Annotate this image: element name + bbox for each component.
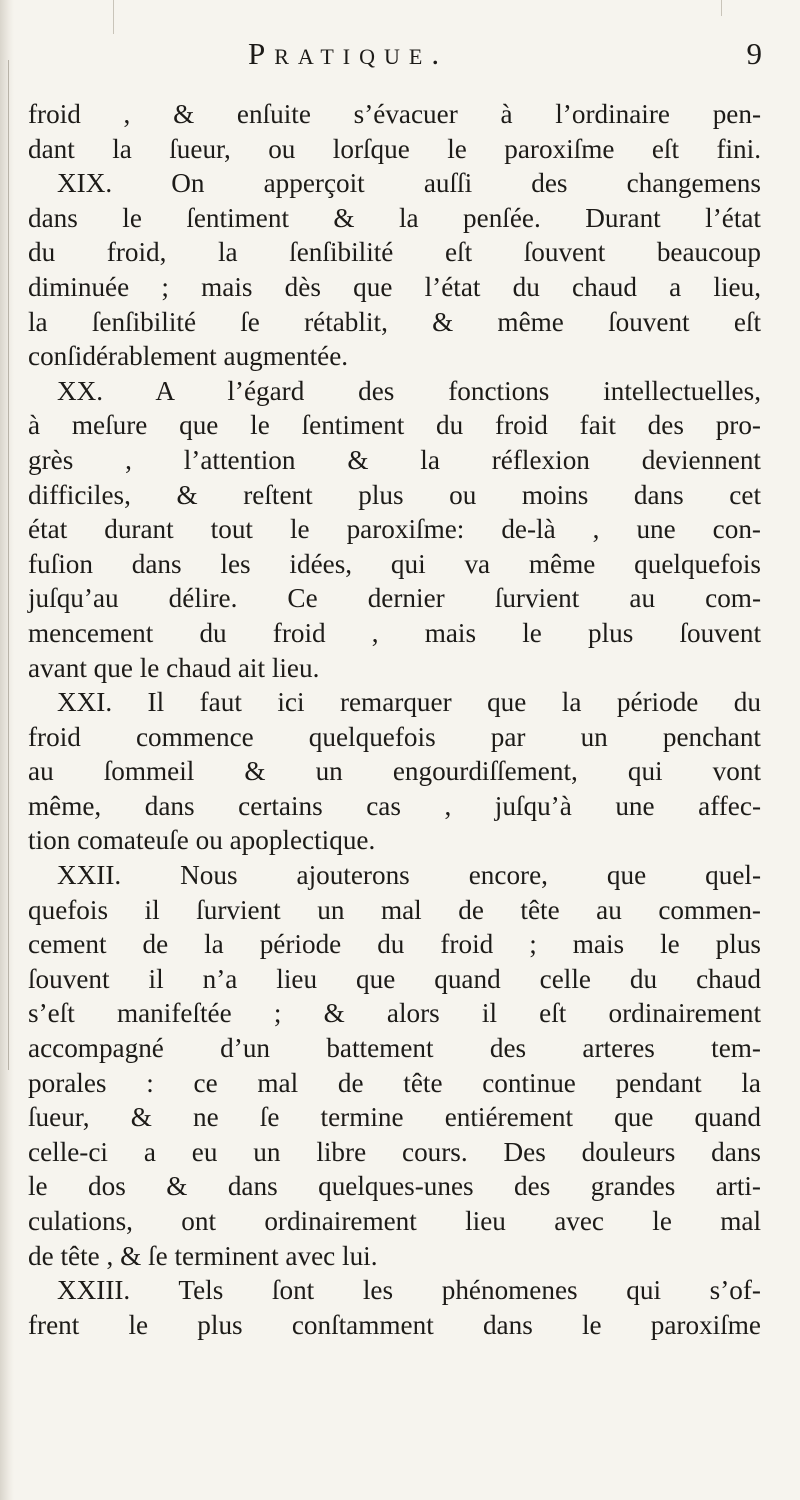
text-line: du froid, la ſenſibilité eſt ſouvent beaucoup [28,237,761,268]
text-line: porales : ce mal de tête continue pendant la [28,1067,761,1098]
text-line: dans le ſentiment & la penſée. Durant l’état [28,202,761,233]
text-line: diminuée ; mais dès que l’état du chaud a lieu, [28,271,761,302]
text-line: culations, ont ordinairement lieu avec le mal [28,1206,761,1236]
text-line: cement de la période du froid ; mais le plus [28,929,761,960]
text-line: la ſenſibilité ſe rétablit, & même ſouvent eſt [28,306,761,337]
text-line: à meſure que le ſentiment du froid fait des pro- [28,410,761,441]
bleed-mark [721,0,722,16]
text-line: grès , l’attention & la réflexion deviennent [28,444,761,475]
text-line: tion comateuſe ou apoplectique. [28,825,376,856]
text-line: quefois il ſurvient un mal de tête au commen- [28,894,761,925]
text-line: même, dans certains cas , juſqu’à une affec- [28,790,761,821]
bleed-mark [113,0,114,34]
text-line: XX. A l’égard des fonctions intellectuelles, [57,375,761,406]
text-line: le dos & dans quelques-unes des grandes arti- [28,1171,761,1202]
text-line: froid commence quelquefois par un penchant [28,721,761,752]
text-line: conſidérablement augmentée. [28,341,349,372]
text-line: frent le plus conſtamment dans le paroxiſme [28,1309,761,1340]
gutter-line [8,60,9,1070]
text-line: ſouvent il n’a lieu que quand celle du chaud [28,963,761,994]
text-line: état durant tout le paroxiſme: de-là , une con- [28,514,761,545]
text-line: au ſommeil & un engourdiſſement, qui vont [28,756,761,787]
text-line: XXIII. Tels ſont les phénomenes qui s’of- [57,1275,761,1306]
running-head [248,34,762,74]
text-line: dant la ſueur, ou lorſque le paroxiſme eſt fini. [28,133,761,164]
text-line: avant que le chaud ait lieu. [28,652,320,683]
text-line: XXI. Il faut ici remarquer que la période du [57,687,761,718]
text-line: juſqu’au délire. Ce dernier ſurvient au com- [28,583,761,614]
text-line: s’eſt manifeſtée ; & alors il eſt ordinairement [28,998,761,1029]
text-line: fuſion dans les idées, qui va même quelquefois [28,548,761,579]
text-line: XXII. Nous ajouterons encore, que quel- [57,860,761,891]
text-line: accompagné d’un battement des arteres tem- [28,1033,761,1064]
text-line: de tête , & ſe terminent avec lui. [28,1240,378,1271]
text-line: mencement du froid , mais le plus ſouvent [28,617,761,648]
text-line: XIX. On apperçoit auſſi des changemens [57,168,761,199]
text-line: ſueur, & ne ſe termine entiérement que quand [28,1102,761,1133]
body-text [28,97,761,1342]
text-line: froid , & enſuite s’évacuer à l’ordinaire pen- [28,99,761,129]
page-gutter [0,0,14,1500]
page-number: 9 [746,36,762,71]
text-line: celle-ci a eu un libre cours. Des douleurs dans [28,1136,761,1167]
running-title: Pratique. [248,36,449,71]
text-line: difficiles, & reſtent plus ou moins dans cet [28,479,761,510]
